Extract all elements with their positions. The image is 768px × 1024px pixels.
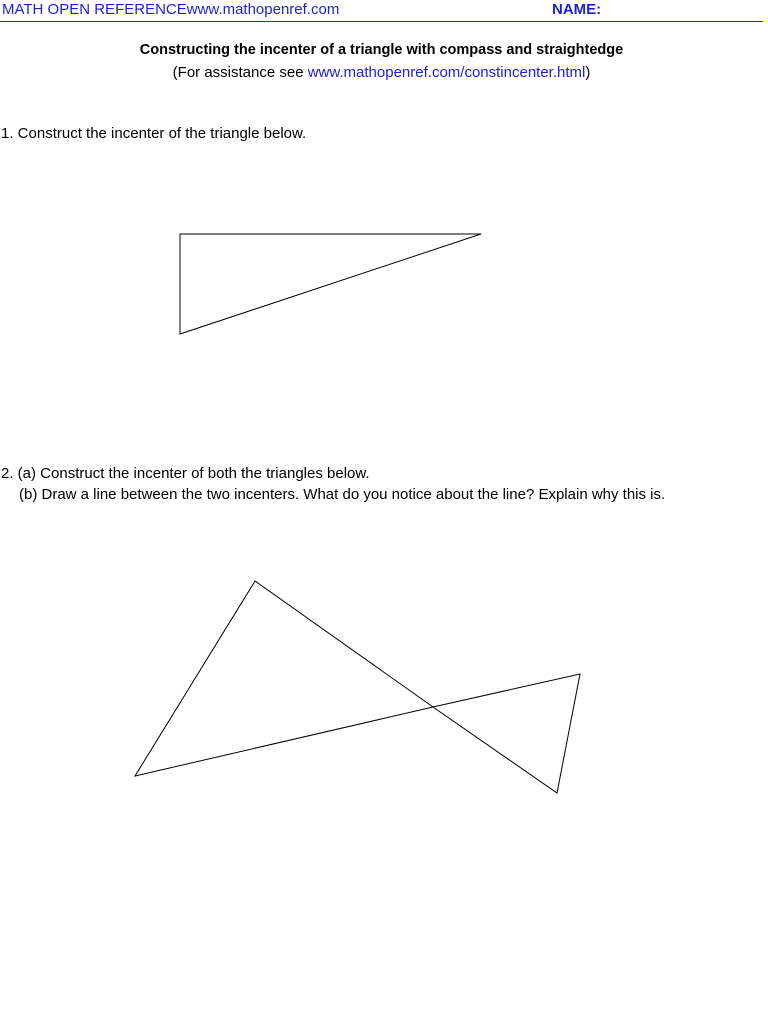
question-2b: (b) Draw a line between the two incenters. What do you notice about the line? Explain why this is. [19, 486, 666, 503]
question-2a: 2. (a) Construct the incenter of both the triangles below. [1, 465, 370, 482]
question-1: 1. Construct the incenter of the triangle below. [1, 125, 307, 142]
assistance-prefix: (For assistance see [172, 64, 308, 81]
page-title: Constructing the incenter of a triangle with compass and straightedge [139, 42, 624, 58]
brand-name: MATH OPEN REFERENCE [2, 1, 187, 18]
triangle-2-left [135, 581, 433, 776]
assistance-link[interactable]: www.mathopenref.com/constincenter.html [307, 64, 586, 81]
site-link[interactable]: www.mathopenref.com [186, 1, 340, 18]
assistance-suffix: ) [585, 64, 591, 81]
triangle-2-right [433, 674, 580, 793]
name-label: NAME: [552, 1, 602, 18]
triangle-1 [180, 234, 481, 334]
